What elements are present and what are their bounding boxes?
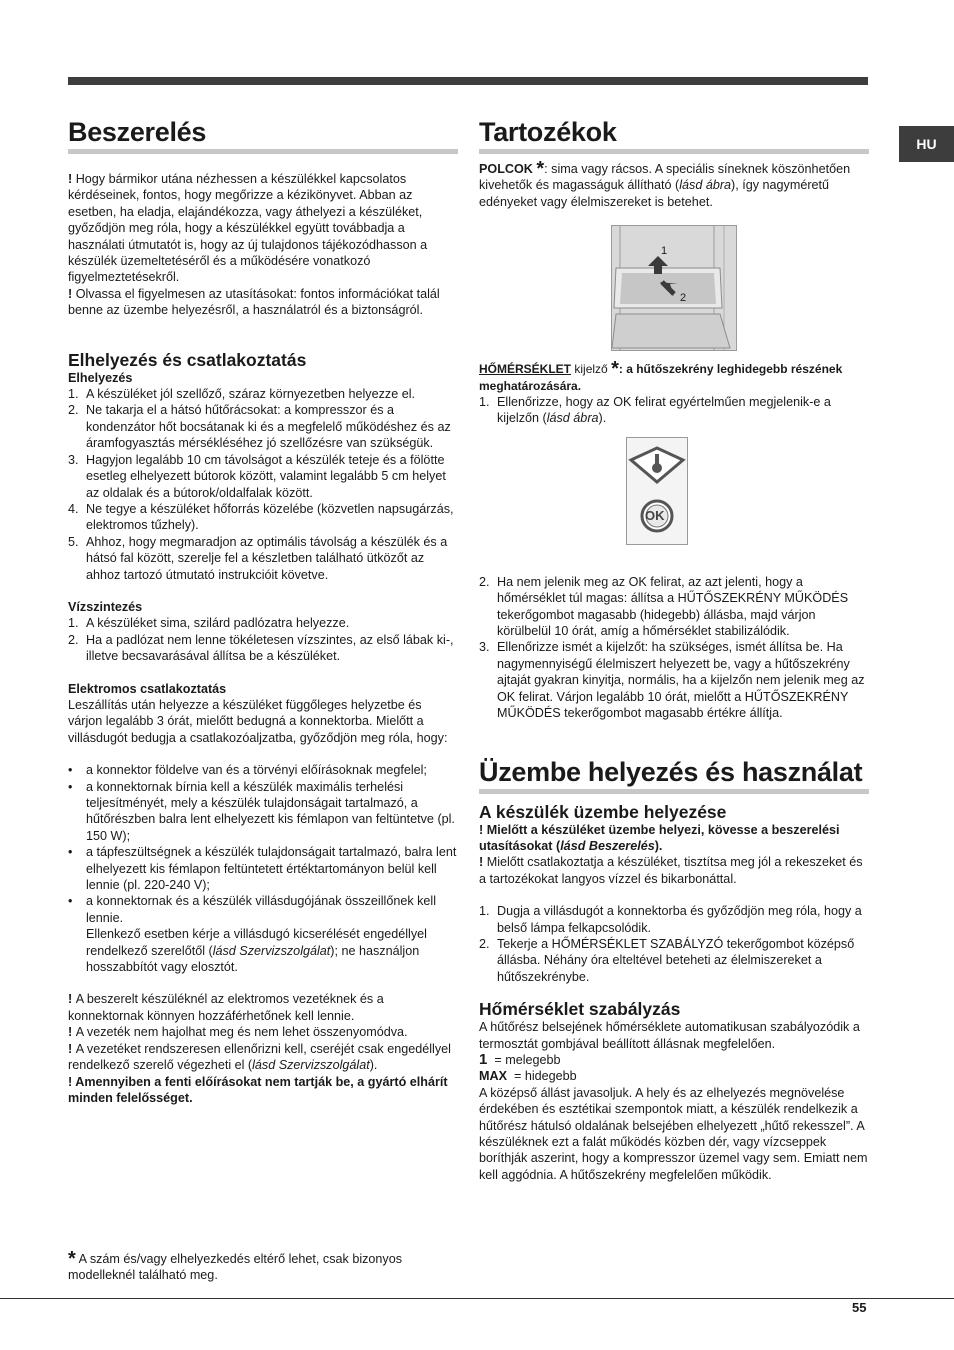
page-number: 55: [852, 1300, 867, 1315]
bottom-rule: [0, 1298, 954, 1299]
placement-list: [68, 386, 458, 583]
thermometer-list-1: [479, 394, 869, 427]
list-item: 2. Ha a padlózat nem lenne tökéletesen vízszintes, az első lábak ki-, illetve becsavarásával állítsa be a készüléket.: [68, 632, 454, 664]
figure-label-2: 2: [680, 292, 687, 305]
startup-warning-2: ! Mielőtt csatlakoztatja a készüléket, tisztítsa meg jól a rekeszeket és a tartozékokat langyos vízzel és bikarbonáttal.: [479, 855, 863, 886]
shelf-illustration: [612, 226, 736, 350]
list-item: 2. Tekerje a HŐMÉRSÉKLET SZABÁLYZÓ tekerőgombot középső állásba. Néhány óra elteltével beteheti az élelmiszereket a hűtőszekrénybe.: [479, 936, 855, 984]
startup-list: [479, 903, 869, 985]
accessories-title: Tartozékok: [479, 116, 869, 154]
list-item: • a konnektornak bírnia kell a készülék maximális terhelési teljesítményét, mely a készülék tulajdonságait tartalmazó, a hűtőrészben balra lent elhelyezett kis fémlapon van feltüntetve (pl. 150 W);: [68, 779, 455, 843]
language-tab: HU: [899, 126, 954, 162]
ok-indicator: OK: [645, 507, 665, 523]
shelf-figure: [611, 225, 737, 351]
startup-title: A készülék üzembe helyezése: [479, 801, 727, 822]
list-item: 1. A készüléket jól szellőző, száraz környezetben helyezze el.: [68, 387, 416, 402]
list-item: • a tápfeszültségnek a készülék tulajdonságait tartalmazó, balra lent elhelyezett kis fémlapon feltüntetett értéktartományon belül kell lennie (pl. 220-240 V);: [68, 845, 457, 893]
thermometer-figure: [626, 437, 688, 545]
setting-warmer: 1 = melegebb: [479, 1050, 561, 1068]
warning-3: ! A vezetéket rendszeresen ellenőrizni kell, cseréjét csak engedéllyel rendelkező szerelő végezheti el (lásd Szervizszolgálat).: [68, 1041, 451, 1073]
installation-title: Beszerelés: [68, 116, 458, 154]
electrical-subtitle: Elektromos csatlakoztatás: [68, 681, 227, 696]
warning-4: ! Amennyiben a fenti előírásokat nem tartják be, a gyártó elhárít minden felelősséget.: [68, 1074, 448, 1105]
leveling-subtitle: Vízszintezés: [68, 599, 143, 614]
regulation-text: A hűtőrész belsejének hőmérséklete automatikusan szabályozódik a termosztát gombjával beállított állásnak megfelelően.: [479, 1020, 860, 1051]
shelves-text: POLCOK *: sima vagy rácsos. A speciális síneknek köszönhetően kivehetők és magasságuk állítható (lásd ábra), így nagyméretű edényeket vagy élelmiszereket is betehet.: [479, 158, 851, 209]
footnote: * A szám és/vagy elhelyezkedés eltérő lehet, csak bizonyos modelleknél található meg.: [68, 1248, 403, 1283]
list-item: 3. Ellenőrizze ismét a kijelzőt: ha szükséges, ismét állítsa be. Ha nagymennyiségű élelmiszert helyezett be, vagy a hűtőszekrény ajtaját gyakran kinyitja, normális, ha a kijelzőn nem jelenik meg az OK felirat. Várjon legalább 10 órát, mielőtt a HŰTŐSZEKRÉNY MŰKÖDÉS tekerőgombot magasabb értékre állítja.: [479, 640, 865, 721]
intro-paragraph-1: ! Hogy bármikor utána nézhessen a készülékkel kapcsolatos kérdéseinek, fontos, hogy megőrizze a kézikönyvet. Abban az esetben, ha eladja, elajándékozza, vagy áthelyezi a készüléket, győződjön meg róla, hogy a készülékkel együtt továbbadja a használati útmutatót is, hogy az új tulajdonos tájékozódhasson a készülék üzemeltetéséről és a működésére vonatkozó figyelmeztetésekről.: [68, 172, 428, 285]
regulation-text-2: A középső állást javasoljuk. A hely és az elhelyezés megnövelése érdekében és esztétikai szempontok miatt, a készülék rendelkezik a hűtőrész hátulsó oldalának belsejében elhelyezett „hűtő rekesszel”. A készüléknek ezt a falát működés közben dér, vagy vízcseppek boríthják aszerint, hogy a kompresszor üzemel vagy sem. Emiatt nem kell aggódnia. A hűtőszekrény megfelelően működik.: [479, 1085, 868, 1182]
electrical-list: [68, 762, 458, 975]
figure-label-1: 1: [661, 245, 668, 258]
placement-connection-title: Elhelyezés és csatlakoztatás: [68, 349, 307, 370]
leveling-list: [68, 615, 458, 664]
list-item: 1. Dugja a villásdugót a konnektorba és győződjön meg róla, hogy a belső lámpa felkapcsolódik.: [479, 904, 862, 935]
regulation-title: Hőmérséklet szabályzás: [479, 999, 681, 1020]
startup-use-title: Üzembe helyezés és használat: [479, 756, 869, 794]
right-column: [479, 116, 869, 1183]
list-item: 3. Hagyjon legalább 10 cm távolságot a készülék teteje és a fölötte esetleg elhelyezett bútorok között, valamint legalább 5 cm helyet az oldalak és a bútorok/oldalfalak között.: [68, 452, 446, 500]
warning-1: ! A beszerelt készüléknél az elektromos vezetéknek és a konnektornak könnyen hozzáférhetőnek kell lennie.: [68, 992, 384, 1023]
asterisk-icon: *: [611, 358, 619, 381]
warning-2: ! A vezeték nem hajolhat meg és nem lehet összenyomódva.: [68, 1025, 408, 1040]
list-item: 1. Ellenőrizze, hogy az OK felirat egyértelműen megjelenik-e a kijelzőn (lásd ábra).: [479, 395, 831, 426]
thermometer-illustration: [627, 438, 687, 544]
startup-warning-1: ! Mielőtt a készüléket üzembe helyezi, kövesse a beszerelési utasításokat (lásd Beszerelés).: [479, 822, 840, 853]
left-column: [68, 116, 458, 1106]
asterisk-icon: *: [68, 1248, 76, 1270]
setting-colder: MAX = hidegebb: [479, 1069, 577, 1084]
list-item: • a konnektor földelve van és a törvényi előírásoknak megfelel;: [68, 763, 427, 778]
top-rule: [68, 77, 868, 85]
list-item: • a konnektornak és a készülék villásdugójának összeillőnek kell lennie. Ellenkező esetben kérje a villásdugó kicserélését engedéllyel rendelkező szerelőtől (lásd Szervizszolgálat); ne használjon hosszabbítót vagy elosztót.: [68, 894, 437, 975]
list-item: 5. Ahhoz, hogy megmaradjon az optimális távolság a készülék és a hátsó fal között, szerelje fel a készletben található ütközőt az ahhoz tartozó útmutató instrukcióit követve.: [68, 534, 448, 582]
thermometer-heading: HŐMÉRSÉKLET kijelző *: a hűtőszekrény leghidegebb részének meghatározására.: [479, 358, 843, 393]
intro-paragraph-2: ! Olvassa el figyelmesen az utasításokat: fontos információkat talál benne az üzembe helyezésről, a használatról és a biztonságról.: [68, 286, 440, 318]
list-item: 2. Ha nem jelenik meg az OK felirat, az azt jelenti, hogy a hőmérséklet túl magas: állítsa a HŰTŐSZEKRÉNY MŰKÖDÉS tekerőgombot magasabb (hidegebb) állásba, majd várjon körülbelül 10 órát, amíg a hőmérséklet stabilizálódik.: [479, 574, 849, 639]
asterisk-icon: *: [536, 158, 545, 180]
list-item: 2. Ne takarja el a hátsó hűtőrácsokat: a kompresszor és a kondenzátor hőt bocsátanak ki és a megfelelő működéshez és az áramfogyasztás mérsékléséhez jó szellőzésre van szükségük.: [68, 403, 451, 451]
placement-subtitle: Elhelyezés: [68, 370, 133, 385]
list-item: 1. A készüléket sima, szilárd padlózatra helyezze.: [68, 616, 350, 631]
list-item: 4. Ne tegye a készüléket hőforrás közelébe (közvetlen napsugárzás, elektromos tűzhely).: [68, 501, 454, 533]
thermometer-list-2: [479, 574, 869, 722]
electrical-text: Leszállítás után helyezze a készüléket függőleges helyzetbe és várjon legalább 3 órát, mielőtt bedugná a konnektorba. Mielőtt a villásdugót bedugja a csatlakozóaljzatba, győződjön meg róla, hogy:: [68, 697, 448, 745]
